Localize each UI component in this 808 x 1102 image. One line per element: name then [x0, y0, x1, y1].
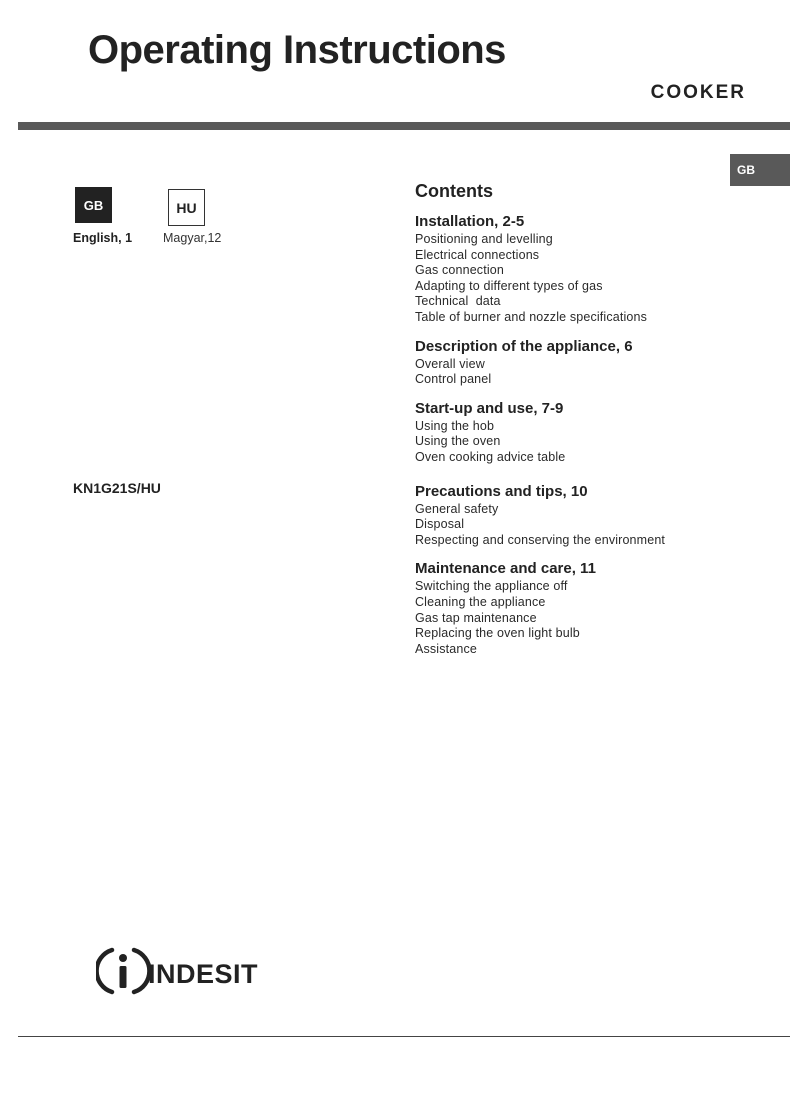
toc-item: Disposal [415, 517, 465, 532]
model-number: KN1G21S/HU [73, 480, 161, 496]
product-type: COOKER [650, 82, 746, 103]
toc-item: Electrical connections [415, 247, 540, 262]
indesit-info-icon [97, 950, 150, 992]
toc-section-heading: Installation, 2-5 [415, 213, 525, 230]
toc-item: Using the hob [415, 418, 495, 433]
logo-wordmark: INDESIT [148, 959, 259, 989]
toc-section-heading: Description of the appliance, 6 [415, 337, 633, 355]
toc-item: Overall view [415, 356, 485, 371]
toc-section-maintenance [415, 559, 715, 657]
toc-section-heading: Start-up and use, 7-9 [415, 399, 564, 417]
toc-section-installation [415, 212, 715, 326]
language-badge-gb: GB [75, 187, 112, 223]
toc-section-heading: Maintenance and care, 11 [415, 560, 596, 578]
toc-item: General safety [415, 501, 499, 516]
toc-item: Cleaning the appliance [415, 594, 546, 609]
toc-section-startup [415, 399, 715, 466]
indesit-logo [96, 944, 286, 998]
toc-item: Oven cooking advice table [415, 449, 566, 464]
toc-item: Positioning and levelling [415, 232, 553, 246]
contents-title: Contents [415, 181, 493, 201]
footer-divider [18, 1036, 790, 1037]
language-badge-hu: HU [168, 189, 205, 226]
toc-section-heading: Precautions and tips, 10 [415, 482, 588, 500]
toc-item: Adapting to different types of gas [415, 278, 603, 293]
header-divider [18, 122, 790, 130]
toc-item: Replacing the oven light bulb [415, 626, 580, 641]
toc-item: Respecting and conserving the environment [415, 532, 666, 547]
toc-item: Technical data [415, 294, 501, 309]
toc-item: Table of burner and nozzle specifications [415, 309, 647, 324]
page-title: Operating Instructions [88, 28, 506, 72]
language-label-magyar: Magyar,12 [163, 231, 222, 245]
toc-item: Gas connection [415, 263, 504, 278]
toc-item: Switching the appliance off [415, 579, 568, 594]
toc-item: Gas tap maintenance [415, 610, 537, 625]
toc-section-description [415, 337, 715, 388]
toc-item: Control panel [415, 372, 492, 387]
toc-item: Using the oven [415, 434, 501, 449]
table-of-contents [415, 180, 715, 668]
language-side-tab: GB [730, 154, 790, 186]
language-label-english: English, 1 [73, 231, 133, 245]
toc-section-precautions [415, 482, 715, 549]
toc-item: Assistance [415, 641, 477, 656]
